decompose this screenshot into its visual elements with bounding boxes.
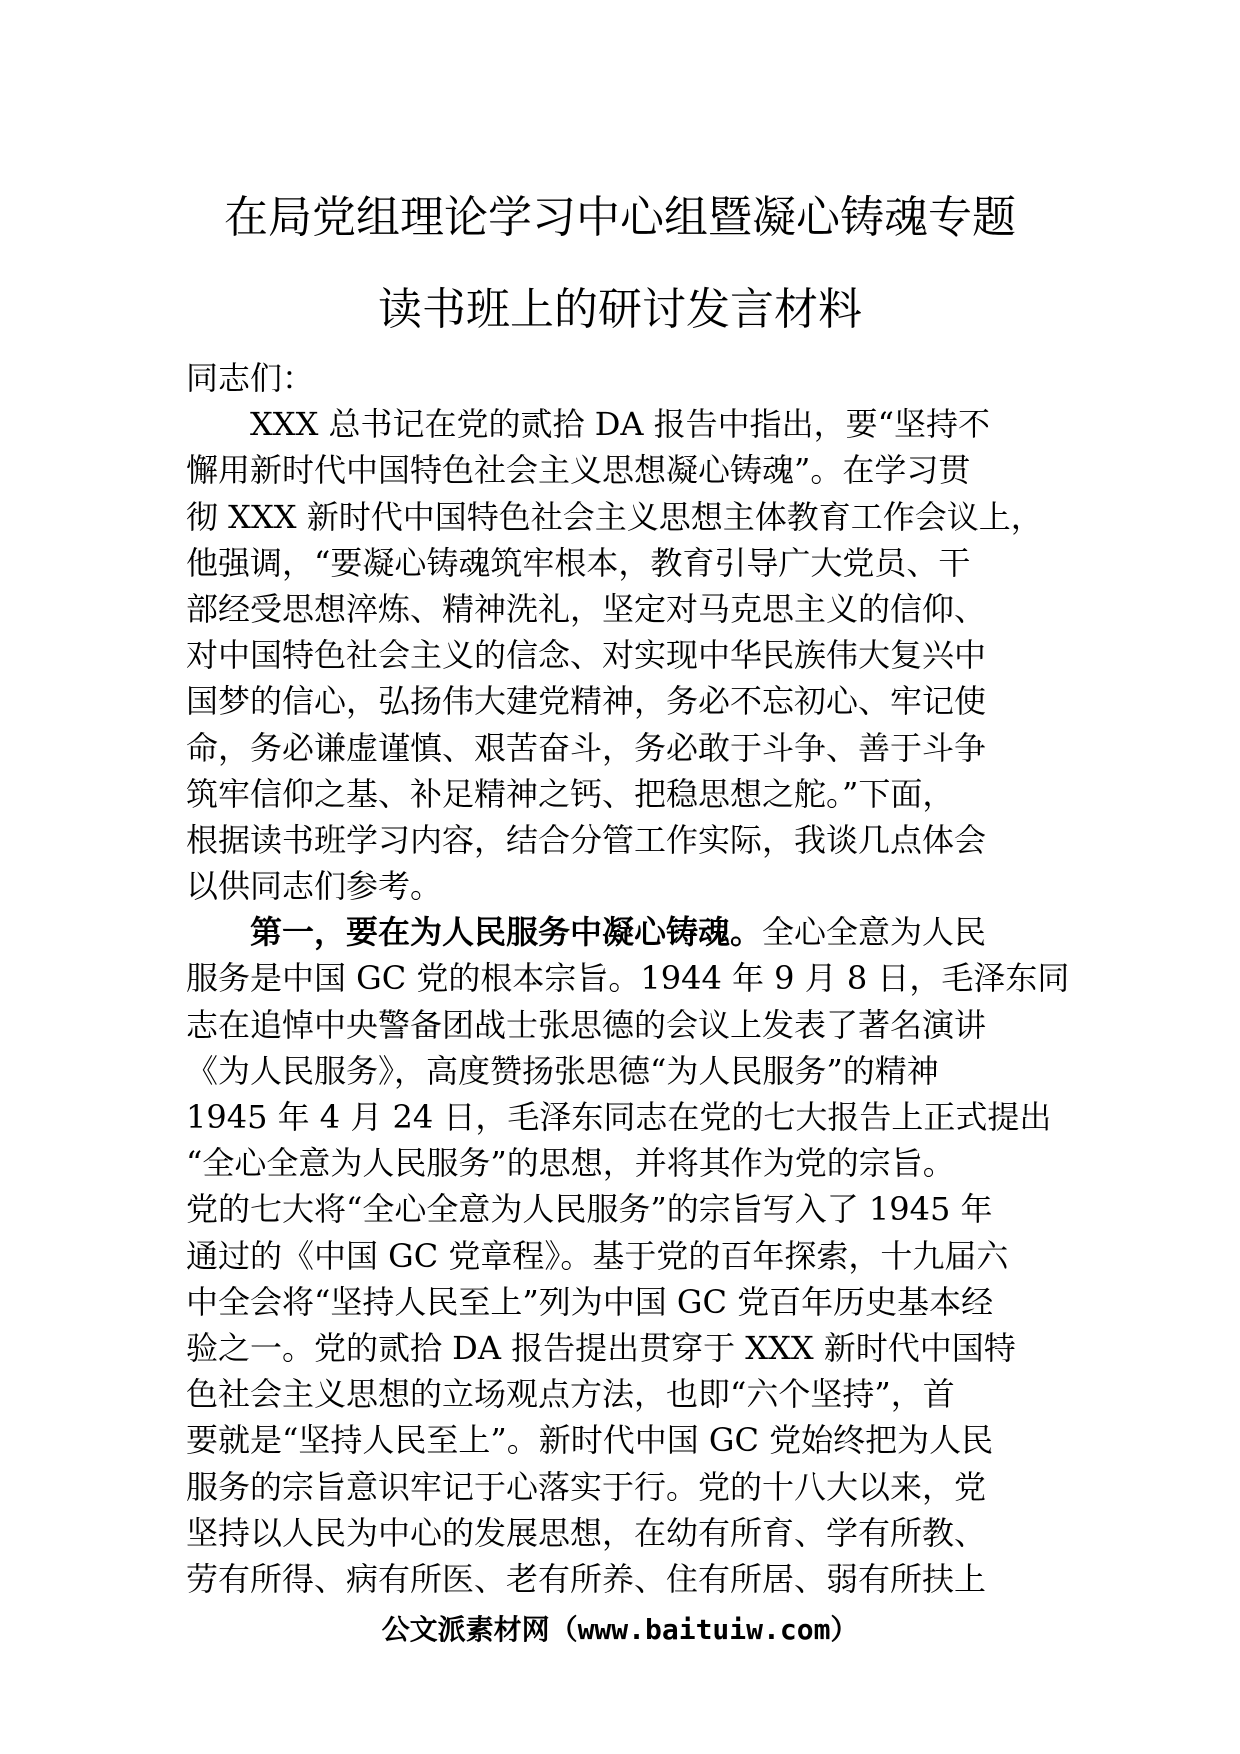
body-line-text: 对中国特色社会主义的信念、对实现中华民族伟大复兴中 [186, 636, 987, 675]
body-line [186, 1510, 1086, 1556]
body-line [186, 678, 1086, 724]
body-line-text: 命，务必谦虚谨慎、艰苦奋斗，务必敢于斗争、善于斗争 [186, 728, 987, 767]
footer-watermark: 公文派素材网（www.baituiw.com） [381, 1613, 859, 1646]
body-line-text: XXX 总书记在党的贰拾 DA 报告中指出，要“坚持不 [250, 405, 990, 444]
body-line [186, 1417, 1086, 1463]
body-line [186, 1186, 1086, 1232]
body-line-text: 彻 XXX 新时代中国特色社会主义思想主体教育工作会议上， [186, 497, 1043, 536]
body-line-text: “全心全意为人民服务”的思想，并将其作为党的宗旨。 [186, 1144, 955, 1183]
body-line [186, 1002, 1086, 1048]
body-line [186, 1094, 1086, 1140]
body-line-text: 懈用新时代中国特色社会主义思想凝心铸魂”。在学习贯 [186, 451, 971, 490]
body-line-text: 要就是“坚持人民至上”。新时代中国 GC 党始终把为人民 [186, 1421, 994, 1460]
document-title-line-1: 在局党组理论学习中心组暨凝心铸魂专题 [224, 192, 1016, 243]
body-line-text: 劳有所得、病有所医、老有所养、住有所居、弱有所扶上 [186, 1559, 987, 1598]
body-line-text: 色社会主义思想的立场观点方法，也即“六个坚持”，首 [186, 1375, 955, 1414]
body-line [186, 1556, 1086, 1602]
body-line-text: 他强调，“要凝心铸魂筑牢根本，教育引导广大党员、干 [186, 543, 971, 582]
body-line-text: 服务的宗旨意识牢记于心落实于行。党的十八大以来，党 [186, 1467, 987, 1506]
body-line [186, 1048, 1086, 1094]
body-line [186, 909, 1086, 955]
body-line-text: 通过的《中国 GC 党章程》。基于党的百年探索，十九届六 [186, 1236, 1009, 1275]
section-heading: 第一，要在为人民服务中凝心铸魂。 [250, 913, 763, 952]
body-line [186, 1371, 1086, 1417]
body-line-text: 1945 年 4 月 24 日，毛泽东同志在党的七大报告上正式提出 [186, 1098, 1052, 1136]
body-line [186, 355, 1086, 401]
body-line [186, 632, 1086, 678]
body-line-text: 服务是中国 GC 党的根本宗旨。1944 年 9 月 8 日，毛泽东同 [186, 959, 1070, 998]
body-line [186, 1233, 1086, 1279]
body-line [186, 586, 1086, 632]
body-line-text: 同志们： [186, 359, 315, 397]
body-line [186, 817, 1086, 863]
body-line-text: 坚持以人民为中心的发展思想，在幼有所育、学有所教、 [186, 1513, 987, 1552]
body-line [186, 447, 1086, 493]
body-line [186, 494, 1086, 540]
body-line-text: 部经受思想淬炼、精神洗礼，坚定对马克思主义的信仰、 [186, 589, 987, 628]
body-line-text: 以供同志们参考。 [186, 867, 443, 906]
body-line-text: 全心全意为人民 [762, 913, 987, 952]
body-line [186, 401, 1086, 447]
body-line [186, 955, 1086, 1001]
body-line-text: 验之一。党的贰拾 DA 报告提出贯穿于 XXX 新时代中国特 [186, 1328, 1016, 1367]
body-line-text: 《为人民服务》，高度赞扬张思德“为人民服务”的精神 [186, 1051, 939, 1090]
body-line-text: 志在追悼中央警备团战士张思德的会议上发表了著名演讲 [186, 1005, 987, 1044]
body-line [186, 771, 1086, 817]
document-body [186, 355, 1086, 1602]
body-line [186, 1279, 1086, 1325]
body-line-text: 筑牢信仰之基、补足精神之钙、把稳思想之舵。”下面， [186, 774, 955, 813]
body-line-text: 党的七大将“全心全意为人民服务”的宗旨写入了 1945 年 [186, 1190, 993, 1229]
body-line-text: 中全会将“坚持人民至上”列为中国 GC 党百年历史基本经 [186, 1282, 994, 1321]
body-line [186, 725, 1086, 771]
body-line [186, 1325, 1086, 1371]
body-line [186, 1464, 1086, 1510]
document-title-line-2: 读书班上的研讨发言材料 [378, 284, 862, 335]
body-line [186, 1140, 1086, 1186]
body-line-text: 国梦的信心，弘扬伟大建党精神，务必不忘初心、牢记使 [186, 682, 987, 721]
body-line-text: 根据读书班学习内容，结合分管工作实际，我谈几点体会 [186, 820, 987, 859]
body-line [186, 863, 1086, 909]
body-line [186, 540, 1086, 586]
